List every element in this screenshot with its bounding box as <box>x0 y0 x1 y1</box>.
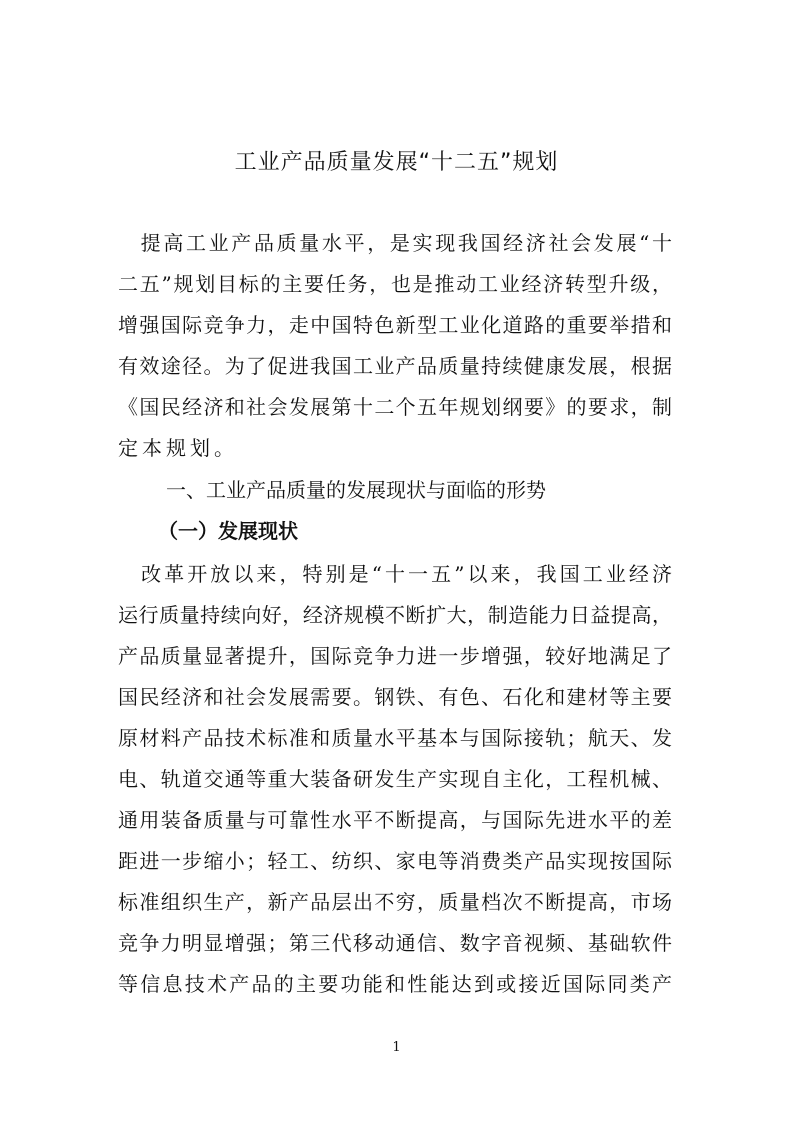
text-line: 二五”规划目标的主要任务，也是推动工业经济转型升级， <box>118 272 672 296</box>
page-number: 1 <box>392 1040 401 1055</box>
text-line: 国民经济和社会发展需要。钢铁、有色、石化和建材等主要 <box>118 685 672 709</box>
text-line: 等信息技术产品的主要功能和性能达到或接近国际同类产 <box>118 972 672 996</box>
text-line: 通用装备质量与可靠性水平不断提高，与国际先进水平的差 <box>118 808 672 832</box>
text-line: 提高工业产品质量水平，是实现我国经济社会发展“十 <box>118 231 672 255</box>
text-line: 增强国际竞争力，走中国特色新型工业化道路的重要举措和 <box>118 313 672 337</box>
text-line: 《国民经济和社会发展第十二个五年规划纲要》的要求，制 <box>118 395 672 419</box>
text-line: 定本规划。 <box>118 436 238 460</box>
section-heading: 一、工业产品质量的发展现状与面临的形势 <box>166 478 546 502</box>
text-line: 原材料产品技术标准和质量水平基本与国际接轨；航天、发 <box>118 726 672 750</box>
text-line: 电、轨道交通等重大装备研发生产实现自主化，工程机械、 <box>118 767 672 791</box>
text-line: 运行质量持续向好，经济规模不断扩大，制造能力日益提高， <box>118 603 672 627</box>
document-title: 工业产品质量发展“十二五”规划 <box>234 150 559 175</box>
text-line: 有效途径。为了促进我国工业产品质量持续健康发展，根据 <box>118 354 672 378</box>
text-line: 产品质量显著提升，国际竞争力进一步增强，较好地满足了 <box>118 644 672 668</box>
text-line: 改革开放以来，特别是“十一五”以来，我国工业经济 <box>118 562 672 586</box>
text-line: 标准组织生产，新产品层出不穷，质量档次不断提高，市场 <box>118 890 672 914</box>
subsection-heading: （一）发展现状 <box>158 519 298 543</box>
text-line: 距进一步缩小；轻工、纺织、家电等消费类产品实现按国际 <box>118 849 672 873</box>
text-line: 竞争力明显增强；第三代移动通信、数字音视频、基础软件 <box>118 931 672 955</box>
